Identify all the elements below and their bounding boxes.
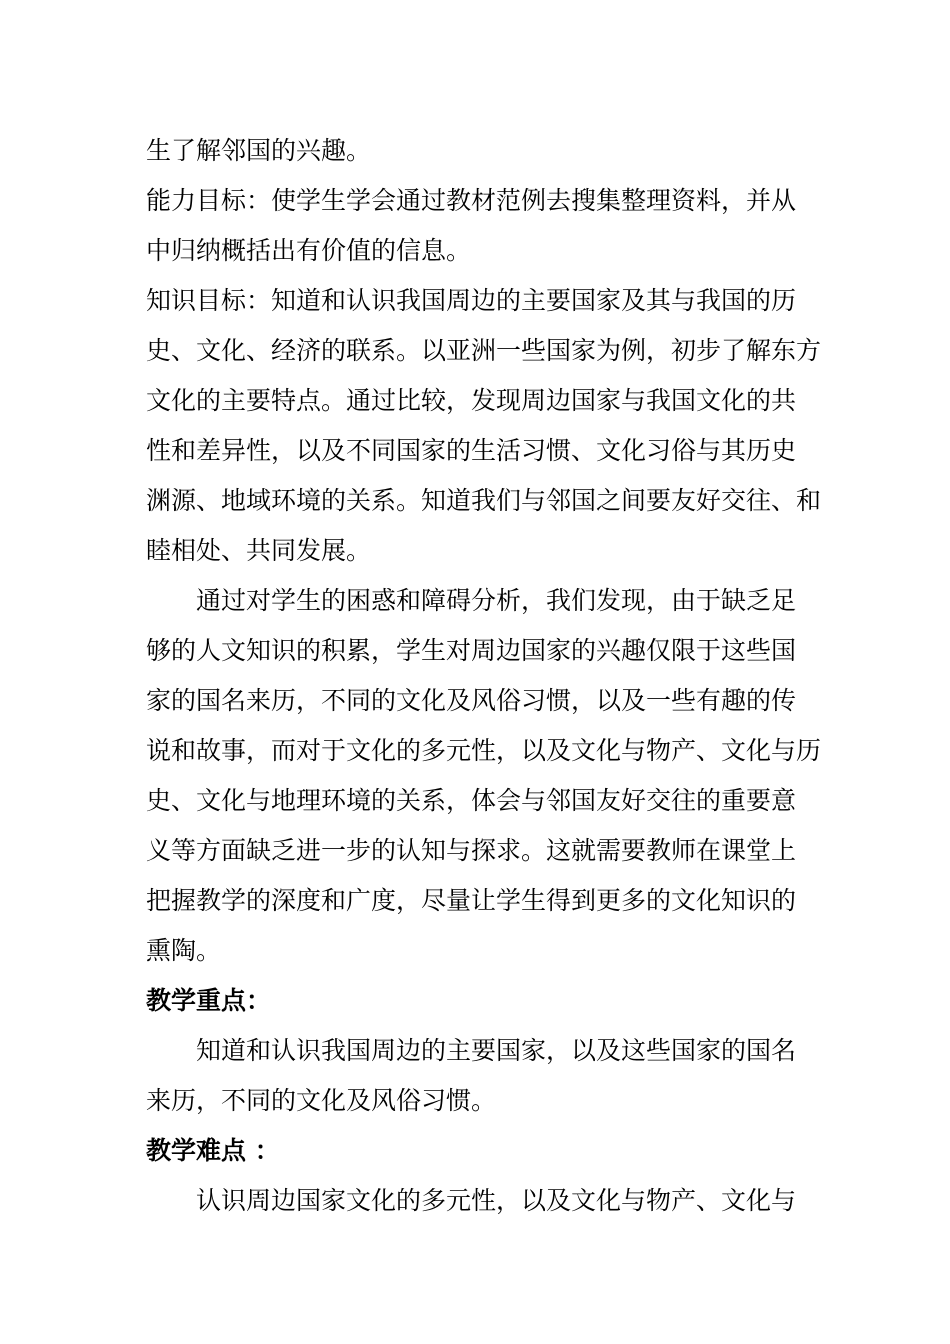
paragraph-start-line: 认识周边国家文化的多元性，以及文化与物产、文化与 xyxy=(196,1186,797,1215)
text-line: 把握教学的深度和广度，尽量让学生得到更多的文化知识的 xyxy=(146,886,797,915)
text-line: 文化的主要特点。通过比较，发现周边国家与我国文化的共 xyxy=(146,386,797,415)
teaching-difficulties-heading: 教学难点 ： xyxy=(146,1136,280,1165)
text-line: 家的国名来历，不同的文化及风俗习惯，以及一些有趣的传 xyxy=(146,686,797,715)
text-line: 渊源、地域环境的关系。知道我们与邻国之间要友好交往、和 xyxy=(146,486,822,515)
text-line: 熏陶。 xyxy=(146,936,222,965)
text-line: 义等方面缺乏进一步的认知与探求。这就需要教师在课堂上 xyxy=(146,836,797,865)
knowledge-goal-line: 知识目标：知道和认识我国周边的主要国家及其与我国的历 xyxy=(146,286,797,315)
text-line: 史、文化与地理环境的关系，体会与邻国友好交往的重要意 xyxy=(146,786,797,815)
text-line: 来历，不同的文化及风俗习惯。 xyxy=(146,1086,497,1115)
paragraph-start-line: 知道和认识我国周边的主要国家，以及这些国家的国名 xyxy=(196,1036,797,1065)
paragraph-start-line: 通过对学生的困惑和障碍分析，我们发现，由于缺乏足 xyxy=(196,586,797,615)
teaching-key-points-heading: 教学重点： xyxy=(146,986,272,1015)
text-line: 生了解邻国的兴趣。 xyxy=(146,136,372,165)
text-line: 性和差异性，以及不同国家的生活习惯、文化习俗与其历史 xyxy=(146,436,797,465)
text-line: 说和故事，而对于文化的多元性，以及文化与物产、文化与历 xyxy=(146,736,822,765)
text-line: 够的人文知识的积累，学生对周边国家的兴趣仅限于这些国 xyxy=(146,636,797,665)
text-line: 睦相处、共同发展。 xyxy=(146,536,372,565)
text-line: 中归纳概括出有价值的信息。 xyxy=(146,236,472,265)
text-line: 史、文化、经济的联系。以亚洲一些国家为例，初步了解东方 xyxy=(146,336,822,365)
ability-goal-line: 能力目标：使学生学会通过教材范例去搜集整理资料，并从 xyxy=(146,186,797,215)
